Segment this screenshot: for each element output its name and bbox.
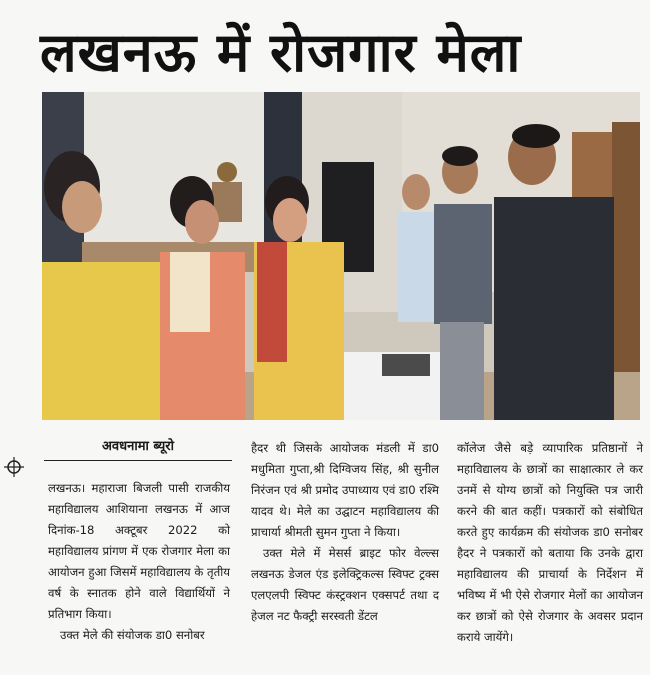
byline: अवधनामा ब्यूरो [44,436,232,461]
registration-mark-icon [4,457,24,477]
headline: लखनऊ में रोजगार मेला [40,21,522,84]
article-column-3 [457,438,643,648]
paragraph: उक्त मेले में मेसर्स ब्राइट फोर वेल्ल्स लखनऊ डेजल एंड इलेक्ट्रिकल्स स्विफ्ट ट्रक्स एलएलपी स्विफ्ट कंस्ट्रक्शन एक्सपर्ट तथा द हेजल नट फैक्ट्री सरस्वती डेंटल [251,546,439,623]
article-column-1 [48,478,230,646]
article-column-2 [251,438,439,627]
paragraph: उक्त मेले की संयोजक डा0 सनोबर [60,628,205,642]
paragraph: हैदर थी जिसके आयोजक मंडली में डा0 मधुमिता गुप्ता,श्री दिग्विजय सिंह, श्री सुनील निरंजन एवं श्री प्रमोद उपाध्याय एवं डा0 रश्मि यादव थे। मेले का उद्घाटन महाविद्यालय की प्राचार्या श्रीमती सुमन गुप्ता ने किया। [251,441,439,539]
news-photo [42,92,640,420]
paragraph: लखनऊ। महाराजा बिजली पासी राजकीय महाविद्यालय आशियाना लखनऊ में आज दिनांक-18 अक्टूबर 2022 को महाविद्यालय प्रांगण में एक रोजगार मेला का आयोजन हुआ जिसमें महाविद्यालय के तृतीय वर्ष के स्नातक होने वाले विद्यार्थियों ने प्रतिभाग किया। [48,481,230,621]
paragraph: कॉलेज जैसे बड़े व्यापारिक प्रतिष्ठानों ने महाविद्यालय के छात्रों का साक्षात्कार ले कर उनमें से योग्य छात्रों को नियुक्ति पत्र जारी करने की बात कहीं। पत्रकारों को संबोधित करते हुए कार्यक्रम की संयोजक डा0 सनोबर हैदर ने पत्रकारों को बताया कि उनके द्वारा महाविद्यालय की प्राचार्या के निर्देशन में भविष्य में भी ऐसे रोजगार मेलों का आयोजन कर छात्रों को ऐसे रोजगार के अवसर प्रदान कराये जायेंगे। [457,441,643,644]
photo-image [42,92,640,420]
